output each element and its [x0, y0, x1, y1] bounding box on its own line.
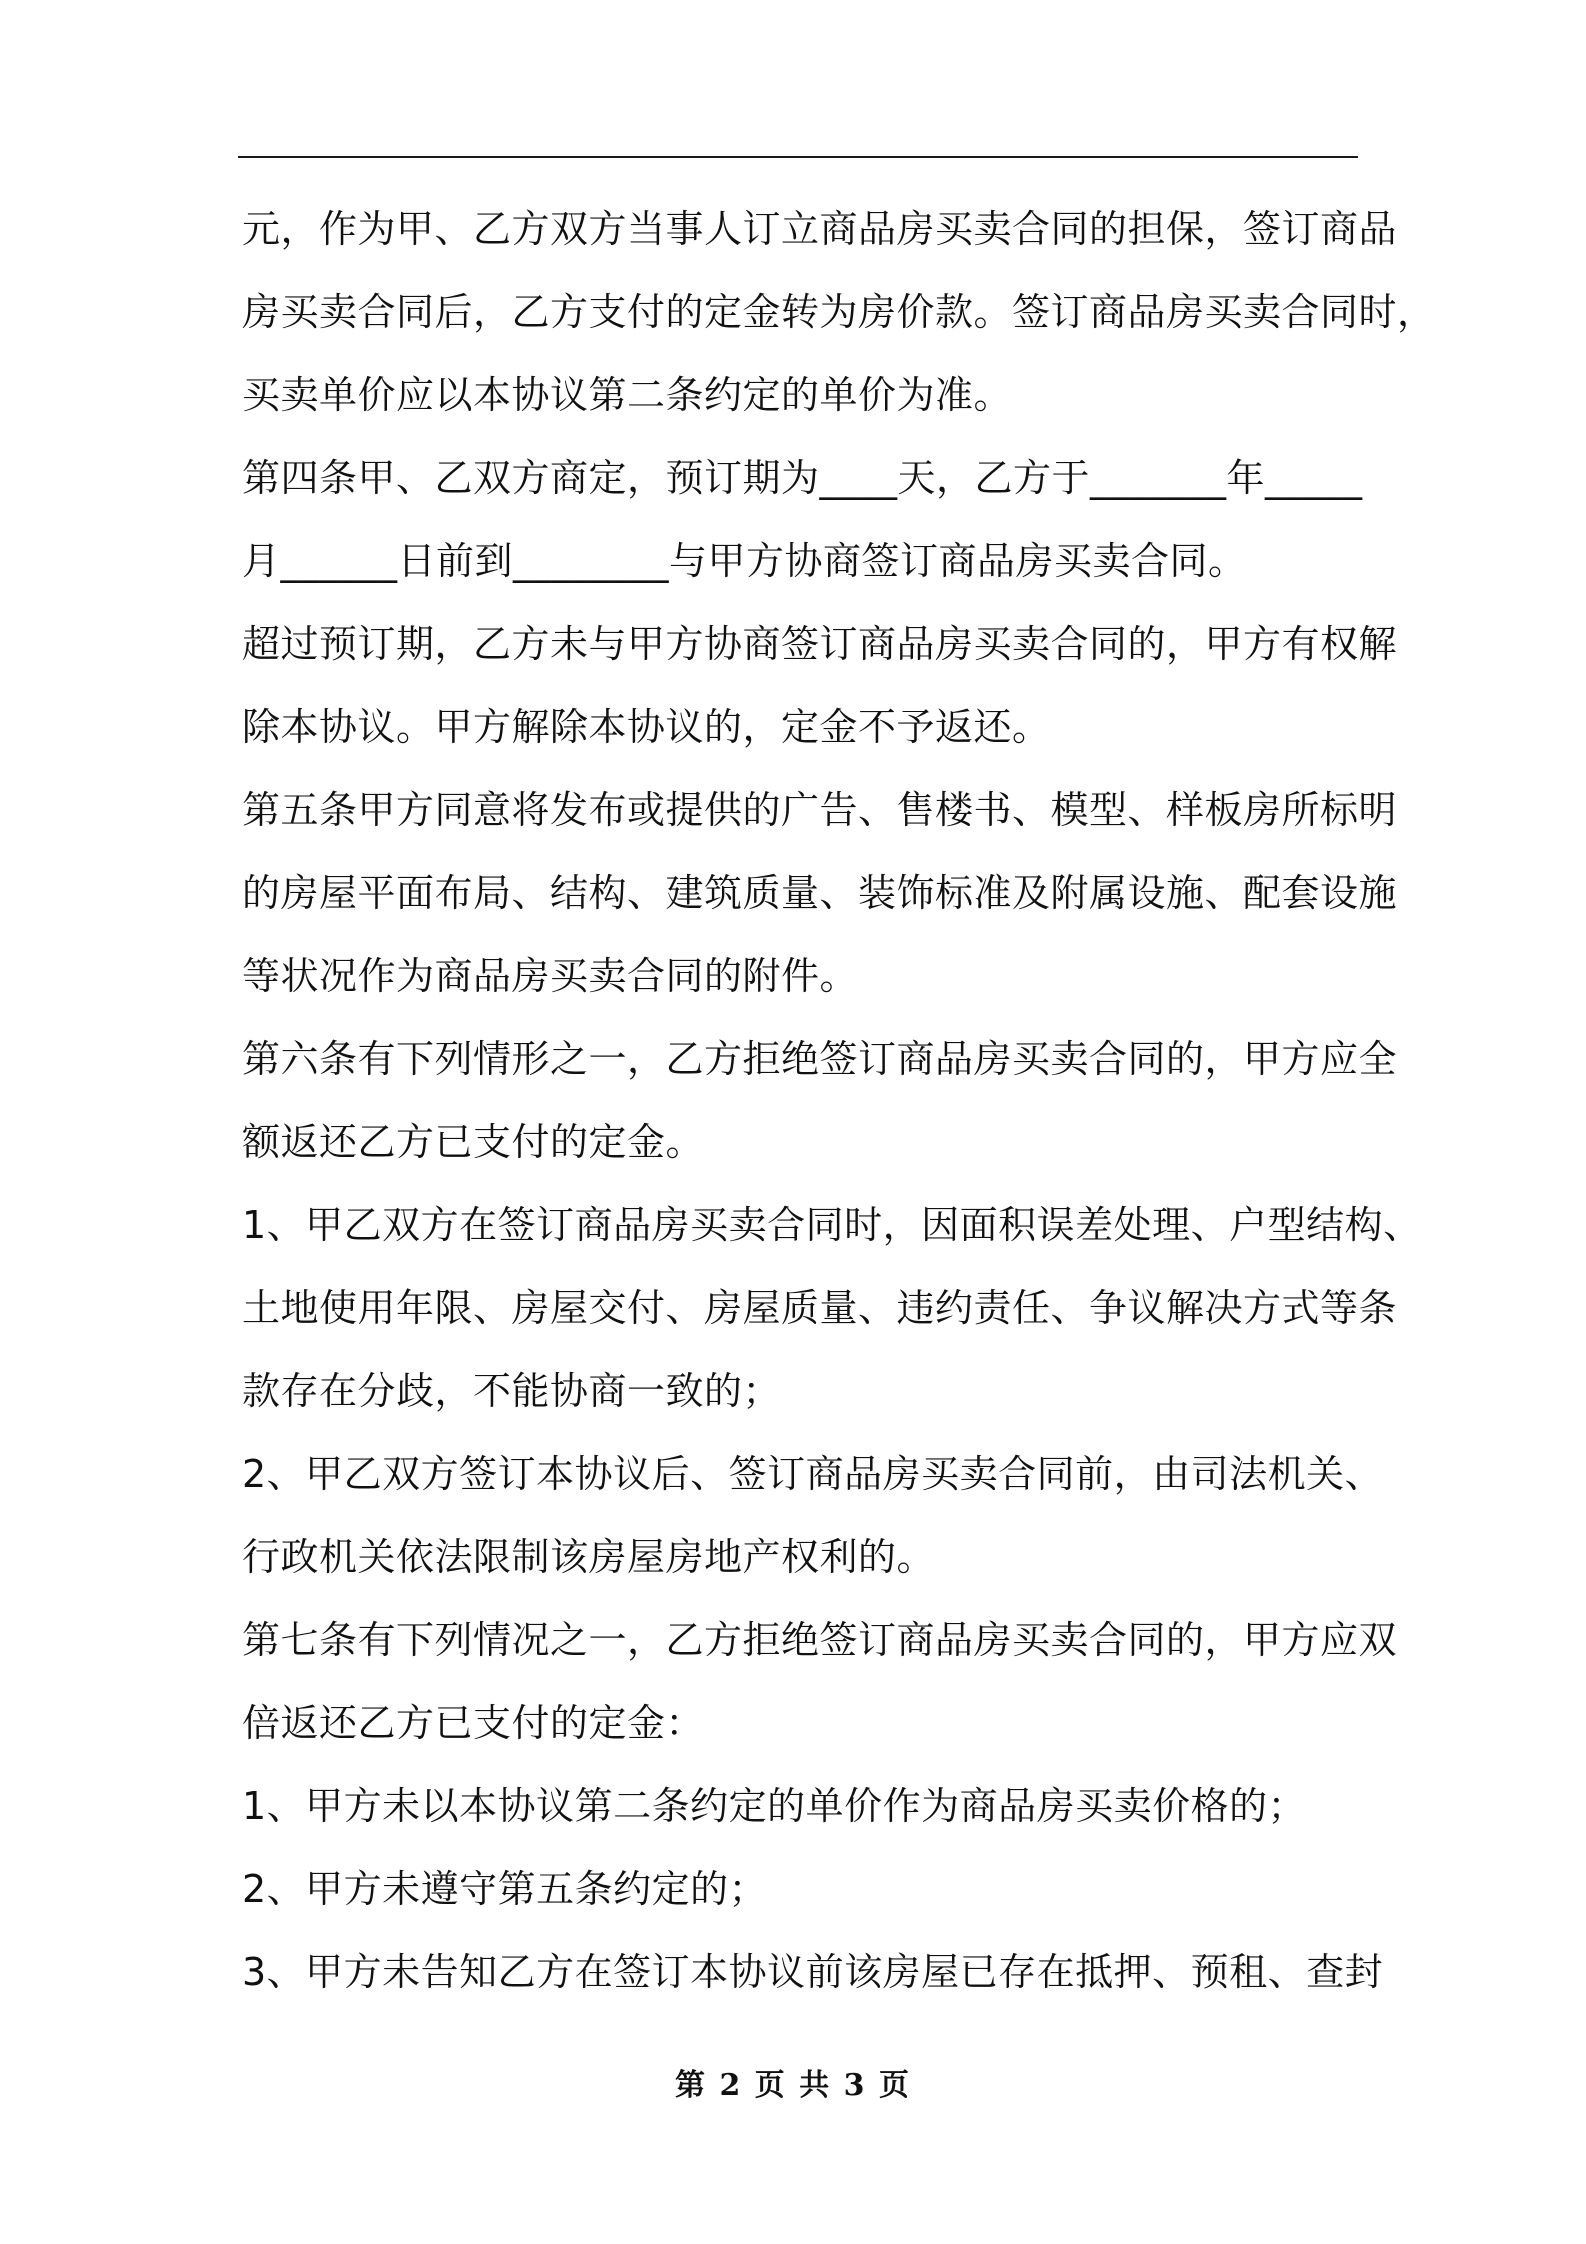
- text-line: 的房屋平面布局、结构、建筑质量、装饰标准及附属设施、配套设施: [242, 871, 1398, 915]
- text-line: 第六条有下列情形之一，乙方拒绝签订商品房买卖合同的，甲方应全: [242, 1037, 1398, 1081]
- text-line: 土地使用年限、房屋交付、房屋质量、违约责任、争议解决方式等条: [242, 1286, 1398, 1330]
- text-line: 款存在分歧，不能协商一致的；: [242, 1369, 782, 1413]
- text-line: 1、甲乙双方在签订商品房买卖合同时，因面积误差处理、户型结构、: [242, 1203, 1422, 1247]
- text-line: 买卖单价应以本协议第二条约定的单价为准。: [242, 373, 1013, 417]
- text-line: 第四条甲、乙双方商定，预订期为____天，乙方于_______年_____: [242, 456, 1363, 500]
- text-line: 第七条有下列情况之一，乙方拒绝签订商品房买卖合同的，甲方应双: [242, 1618, 1398, 1662]
- text-line: 行政机关依法限制该房屋房地产权利的。: [242, 1535, 936, 1579]
- text-line: 倍返还乙方已支付的定金：: [242, 1701, 705, 1745]
- text-line: 月______日前到________与甲方协商签订商品房买卖合同。: [242, 539, 1247, 583]
- text-line: 等状况作为商品房买卖合同的附件。: [242, 954, 859, 998]
- text-line: 元，作为甲、乙方双方当事人订立商品房买卖合同的担保，签订商品: [242, 207, 1398, 251]
- text-line: 超过预订期，乙方未与甲方协商签订商品房买卖合同的，甲方有权解: [242, 622, 1398, 666]
- text-line: 3、甲方未告知乙方在签订本协议前该房屋已存在抵押、预租、查封: [242, 1950, 1384, 1994]
- text-line: 2、甲方未遵守第五条约定的；: [242, 1867, 768, 1911]
- text-line: 额返还乙方已支付的定金。: [242, 1120, 705, 1164]
- text-line: 房买卖合同后，乙方支付的定金转为房价款。签订商品房买卖合同时，: [242, 290, 1436, 334]
- page-number-footer: 第 2 页 共 3 页: [675, 2068, 911, 2103]
- text-line: 1、甲方未以本协议第二条约定的单价作为商品房买卖价格的；: [242, 1784, 1307, 1828]
- header-rule: [238, 156, 1358, 158]
- contract-body: [242, 188, 1436, 2014]
- text-line: 第五条甲方同意将发布或提供的广告、售楼书、模型、样板房所标明: [242, 788, 1398, 832]
- text-line: 2、甲乙双方签订本协议后、签订商品房买卖合同前，由司法机关、: [242, 1452, 1384, 1496]
- text-line: 除本协议。甲方解除本协议的，定金不予返还。: [242, 705, 1051, 749]
